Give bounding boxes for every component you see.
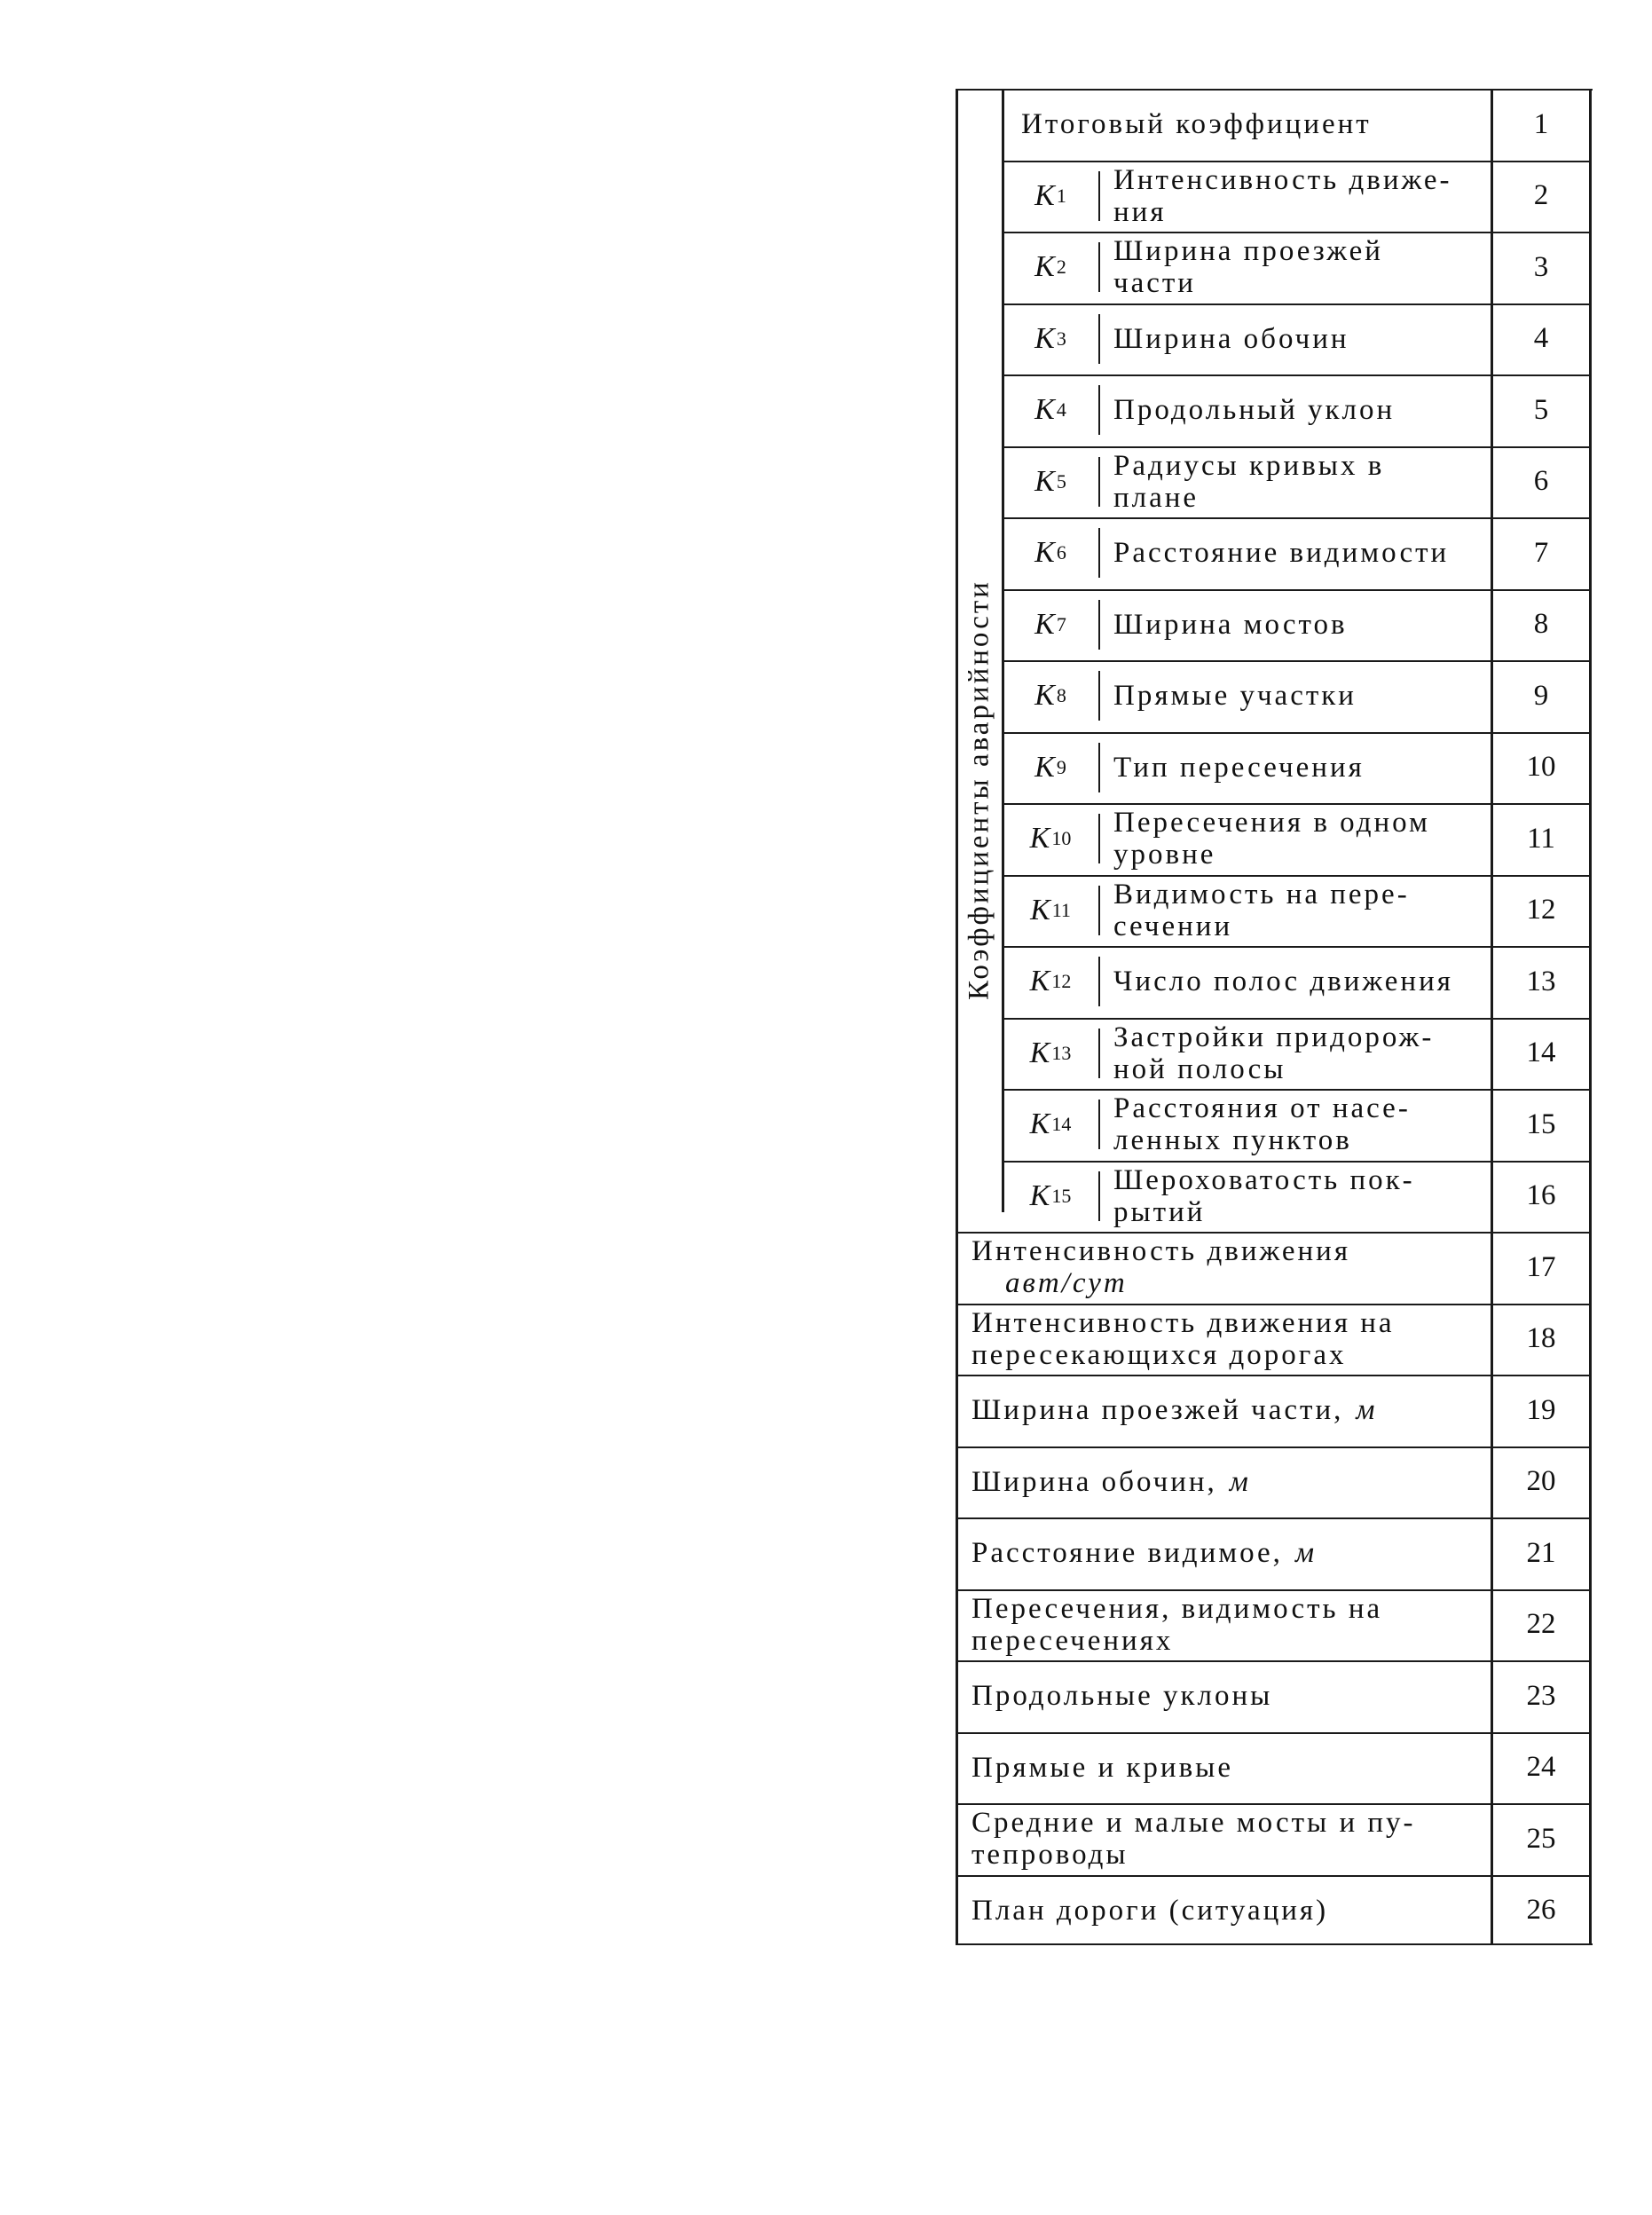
coefficient-symbol	[1003, 875, 1097, 947]
row-description: Тип пересечения	[1113, 751, 1365, 784]
coefficient-index: 11	[1051, 898, 1071, 921]
table-row	[956, 1161, 1593, 1233]
row-description: Шероховатость пок- рытий	[1113, 1163, 1415, 1228]
symbol-separator	[1098, 957, 1100, 1006]
coefficient-index: 2	[1056, 256, 1066, 279]
row-description-text: Пересечения, видимость на пересечениях	[972, 1592, 1383, 1657]
coefficient-letter: K	[1029, 1036, 1050, 1069]
table-row	[956, 1304, 1593, 1376]
symbol-separator	[1098, 385, 1100, 435]
row-number: 7	[1533, 536, 1549, 569]
table-row	[956, 660, 1593, 732]
table-row	[956, 1875, 1593, 1947]
coefficient-letter: K	[1034, 750, 1055, 784]
row-description	[972, 1660, 1491, 1732]
row-number: 5	[1533, 393, 1549, 426]
coefficient-symbol	[1003, 589, 1097, 661]
coefficient-index: 6	[1056, 541, 1066, 564]
table-row	[956, 946, 1593, 1018]
row-description	[972, 1803, 1491, 1875]
row-description	[972, 1232, 1491, 1304]
table-row	[956, 1232, 1593, 1304]
row-description: Ширина мостов	[1113, 608, 1348, 641]
table-row	[956, 303, 1593, 375]
symbol-separator	[1098, 600, 1100, 650]
coefficient-letter: K	[1029, 1108, 1050, 1141]
symbol-separator	[1098, 528, 1100, 578]
row-number: 22	[1526, 1608, 1556, 1641]
table-row	[956, 517, 1593, 589]
coefficient-index: 4	[1056, 398, 1066, 422]
coefficient-letter: K	[1034, 679, 1055, 713]
row-number: 3	[1533, 250, 1549, 283]
coefficient-letter: K	[1034, 178, 1055, 212]
symbol-separator	[1098, 1029, 1100, 1078]
table-row	[956, 446, 1593, 518]
row-description: Ширина обочин	[1113, 322, 1349, 355]
table-row	[956, 1446, 1593, 1518]
row-number: 19	[1526, 1393, 1556, 1426]
row-number: 1	[1533, 107, 1549, 140]
table-row	[956, 232, 1593, 303]
row-description: Застройки придорож- ной полосы	[1113, 1021, 1435, 1085]
symbol-separator	[1098, 886, 1100, 935]
coefficient-letter: K	[1034, 536, 1055, 570]
table-row	[956, 1517, 1593, 1589]
coefficient-index: 12	[1051, 970, 1072, 993]
row-number: 16	[1526, 1179, 1556, 1212]
coefficient-symbol	[1003, 446, 1097, 518]
symbol-separator	[1098, 457, 1100, 507]
row-description: Радиусы кривых в плане	[1113, 449, 1385, 514]
row-number: 21	[1526, 1536, 1556, 1569]
table-row	[956, 1089, 1593, 1161]
coefficient-index: 3	[1056, 327, 1066, 350]
row-number: 13	[1526, 965, 1556, 997]
row-description-text: Расстояние видимое,	[972, 1537, 1283, 1570]
coefficient-index: 5	[1056, 469, 1066, 493]
coefficient-index: 7	[1056, 612, 1066, 635]
row-description-text: План дороги (ситуация)	[972, 1894, 1329, 1927]
row-number: 6	[1533, 465, 1549, 498]
coefficient-symbol	[1003, 517, 1097, 589]
coefficient-index: 13	[1051, 1041, 1072, 1064]
row-number: 2	[1533, 179, 1549, 212]
coefficient-symbol	[1003, 660, 1097, 732]
coefficient-letter: K	[1034, 250, 1055, 284]
row-description	[972, 1446, 1491, 1518]
row-number: 17	[1526, 1250, 1556, 1283]
coefficient-symbol	[1003, 803, 1097, 875]
symbol-separator	[1098, 314, 1100, 364]
row-number: 18	[1526, 1322, 1556, 1355]
row-number: 26	[1526, 1894, 1556, 1927]
row-number: 20	[1526, 1465, 1556, 1498]
row-description	[972, 1517, 1491, 1589]
row-description-text: Средние и малые мосты и пу- тепроводы	[972, 1807, 1416, 1872]
row-description	[972, 1304, 1491, 1376]
row-number: 10	[1526, 751, 1556, 784]
row-description: Число полос движения	[1113, 966, 1453, 998]
row-description: Расстояние видимости	[1113, 537, 1450, 570]
coefficient-letter: K	[1029, 965, 1050, 998]
table-row	[956, 1660, 1593, 1732]
coefficient-symbol	[1003, 732, 1097, 804]
row-number: 12	[1526, 894, 1556, 926]
row-number: 25	[1526, 1822, 1556, 1855]
coefficient-letter: K	[1029, 1178, 1050, 1212]
coefficient-symbol	[1003, 374, 1097, 446]
coefficient-index: 9	[1056, 755, 1066, 778]
group-label: Коэффициенты аварийности	[963, 579, 995, 1000]
unit-label: м	[1229, 1465, 1251, 1498]
row-description: Итоговый коэффициент	[1021, 108, 1372, 141]
coefficient-index: 1	[1056, 184, 1066, 207]
coefficient-letter: K	[1034, 321, 1055, 355]
coefficient-index: 15	[1051, 1184, 1072, 1207]
table-row	[956, 1732, 1593, 1804]
row-description	[972, 1375, 1491, 1446]
row-description-text: Ширина обочин,	[972, 1465, 1217, 1498]
coefficient-symbol	[1003, 946, 1097, 1018]
coefficient-symbol	[1003, 161, 1097, 233]
coefficient-letter: K	[1034, 393, 1055, 427]
table-row	[956, 732, 1593, 804]
coefficient-symbol	[1003, 232, 1097, 303]
row-description	[972, 1589, 1491, 1661]
table-row	[956, 1018, 1593, 1090]
row-description	[972, 1732, 1491, 1804]
table-row	[956, 1589, 1593, 1661]
table-row	[956, 161, 1593, 233]
coefficient-symbol	[1003, 1161, 1097, 1233]
row-number: 4	[1533, 322, 1549, 355]
table-row	[956, 1375, 1593, 1446]
row-description: Интенсивность движе- ния	[1113, 163, 1452, 228]
symbol-separator	[1098, 1171, 1100, 1221]
row-number: 23	[1526, 1679, 1556, 1712]
row-number: 15	[1526, 1108, 1556, 1140]
row-description-text: Интенсивность движения	[972, 1235, 1351, 1268]
coefficient-symbol	[1003, 1089, 1097, 1161]
coefficient-index: 8	[1056, 684, 1066, 707]
coefficient-letter: K	[1029, 822, 1050, 855]
row-description	[972, 1875, 1491, 1947]
row-description: Пересечения в одном уровне	[1113, 807, 1430, 871]
row-description: Прямые участки	[1113, 680, 1357, 713]
coefficient-letter: K	[1034, 607, 1055, 641]
row-number: 9	[1533, 679, 1549, 712]
symbol-separator	[1098, 1100, 1100, 1149]
coefficient-table	[956, 89, 1593, 1945]
row-description: Продольный уклон	[1113, 394, 1396, 427]
row-number: 11	[1527, 822, 1555, 855]
symbol-separator	[1098, 171, 1100, 221]
table-row	[956, 89, 1593, 161]
row-description-text: Прямые и кривые	[972, 1751, 1233, 1784]
unit-label: м	[1356, 1394, 1378, 1427]
row-number: 8	[1533, 608, 1549, 641]
table-row	[956, 589, 1593, 661]
row-description-text: Ширина проезжей части,	[972, 1394, 1344, 1427]
row-number: 24	[1526, 1751, 1556, 1784]
coefficient-symbol	[1003, 303, 1097, 375]
row-description-text: Продольные уклоны	[972, 1680, 1273, 1713]
row-description: Ширина проезжей части	[1113, 235, 1383, 300]
coefficient-letter: K	[1034, 464, 1055, 498]
coefficient-letter: K	[1030, 893, 1050, 926]
row-description: Расстояния от насе- ленных пунктов	[1113, 1092, 1411, 1157]
row-description: Видимость на пере- сечении	[1113, 878, 1410, 942]
coefficient-index: 14	[1051, 1113, 1072, 1136]
unit-label: м	[1294, 1537, 1317, 1570]
symbol-separator	[1098, 743, 1100, 792]
coefficient-index: 10	[1051, 827, 1072, 850]
table-row	[956, 1803, 1593, 1875]
table-row	[956, 803, 1593, 875]
symbol-separator	[1098, 814, 1100, 863]
symbol-separator	[1098, 242, 1100, 292]
unit-label: авт/сут	[1005, 1267, 1128, 1300]
symbol-separator	[1098, 671, 1100, 721]
table-row	[956, 875, 1593, 947]
row-description-text: Интенсивность движения на пересекающихся дорогах	[972, 1306, 1395, 1371]
row-number: 14	[1526, 1037, 1556, 1069]
table-row	[956, 374, 1593, 446]
coefficient-symbol	[1003, 1018, 1097, 1090]
